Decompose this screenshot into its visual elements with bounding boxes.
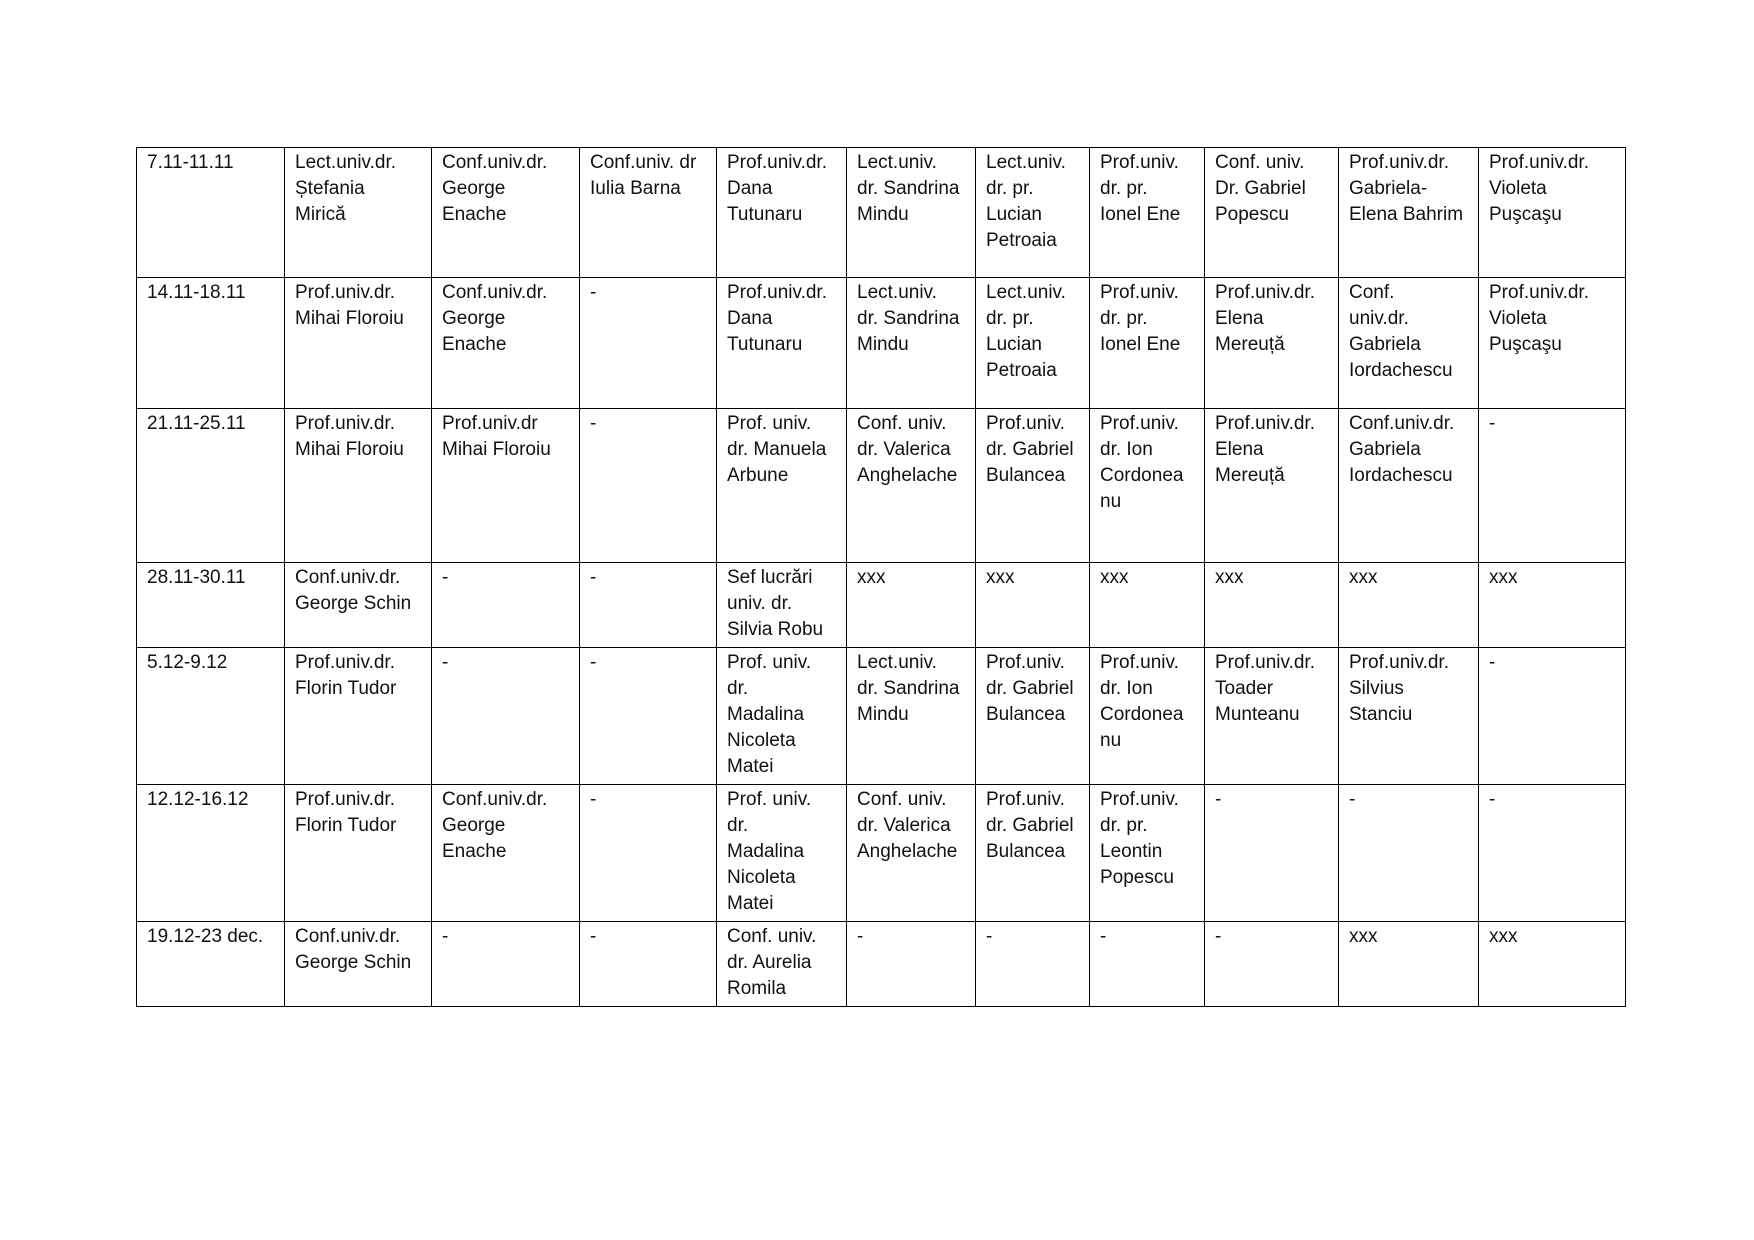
table-cell: -	[1205, 785, 1339, 922]
schedule-table	[136, 147, 1626, 1007]
table-cell: Prof.univ.dr. Mihai Floroiu	[285, 409, 432, 563]
table-cell: Prof.univ.dr. Elena Mereuță	[1205, 278, 1339, 409]
table-cell: Prof.univ. dr. pr. Leontin Popescu	[1090, 785, 1205, 922]
table-cell: Prof.univ.dr. Silvius Stanciu	[1339, 648, 1479, 785]
table-row	[137, 563, 1626, 648]
table-cell: xxx	[1479, 922, 1626, 1007]
table-cell: Prof.univ.dr. Dana Tutunaru	[717, 278, 847, 409]
table-cell: -	[580, 648, 717, 785]
table-cell: Lect.univ. dr. Sandrina Mindu	[847, 648, 976, 785]
table-cell: Prof.univ. dr. Gabriel Bulancea	[976, 785, 1090, 922]
table-cell: Conf. univ.dr. Gabriela Iordachescu	[1339, 278, 1479, 409]
table-cell: Prof. univ. dr. Madalina Nicoleta Matei	[717, 648, 847, 785]
table-cell: Prof.univ.dr. Gabriela- Elena Bahrim	[1339, 148, 1479, 278]
table-row	[137, 278, 1626, 409]
table-cell: -	[432, 563, 580, 648]
table-cell: Prof. univ. dr. Madalina Nicoleta Matei	[717, 785, 847, 922]
table-cell: Prof.univ.dr. Toader Munteanu	[1205, 648, 1339, 785]
table-cell: Prof.univ.dr. Dana Tutunaru	[717, 148, 847, 278]
table-cell: Prof.univ. dr. Gabriel Bulancea	[976, 409, 1090, 563]
week-cell: 5.12-9.12	[137, 648, 285, 785]
table-cell: Prof.univ. dr. Ion Cordonea nu	[1090, 409, 1205, 563]
table-cell: -	[432, 922, 580, 1007]
table-cell: Lect.univ. dr. Sandrina Mindu	[847, 278, 976, 409]
table-cell: -	[1090, 922, 1205, 1007]
table-row	[137, 409, 1626, 563]
week-cell: 12.12-16.12	[137, 785, 285, 922]
table-cell: Prof.univ. dr. pr. Ionel Ene	[1090, 148, 1205, 278]
table-cell: -	[580, 409, 717, 563]
table-row	[137, 922, 1626, 1007]
table-cell: Lect.univ. dr. pr. Lucian Petroaia	[976, 278, 1090, 409]
table-cell: Conf.univ. dr Iulia Barna	[580, 148, 717, 278]
table-cell: Conf.univ.dr. George Schin	[285, 922, 432, 1007]
table-cell: -	[432, 648, 580, 785]
table-cell: -	[580, 278, 717, 409]
table-cell: -	[580, 922, 717, 1007]
week-cell: 7.11-11.11	[137, 148, 285, 278]
table-cell: Conf.univ.dr. George Enache	[432, 278, 580, 409]
table-cell: Conf. univ. Dr. Gabriel Popescu	[1205, 148, 1339, 278]
table-cell: Prof.univ.dr. Florin Tudor	[285, 785, 432, 922]
table-row	[137, 148, 1626, 278]
table-cell: -	[580, 563, 717, 648]
table-cell: Conf.univ.dr. George Schin	[285, 563, 432, 648]
table-cell: Prof.univ.dr Mihai Floroiu	[432, 409, 580, 563]
table-cell: Conf.univ.dr. George Enache	[432, 785, 580, 922]
table-cell: Conf.univ.dr. Gabriela Iordachescu	[1339, 409, 1479, 563]
table-row	[137, 785, 1626, 922]
table-cell: -	[976, 922, 1090, 1007]
week-cell: 14.11-18.11	[137, 278, 285, 409]
table-cell: -	[1479, 648, 1626, 785]
table-cell: Prof.univ.dr. Elena Mereuță	[1205, 409, 1339, 563]
table-cell: Prof. univ. dr. Manuela Arbune	[717, 409, 847, 563]
table-cell: Lect.univ. dr. Sandrina Mindu	[847, 148, 976, 278]
table-row	[137, 648, 1626, 785]
table-cell: -	[580, 785, 717, 922]
table-cell: Conf. univ. dr. Aurelia Romila	[717, 922, 847, 1007]
table-cell: -	[1479, 409, 1626, 563]
table-cell: Lect.univ. dr. pr. Lucian Petroaia	[976, 148, 1090, 278]
table-cell: Prof.univ.dr. Mihai Floroiu	[285, 278, 432, 409]
week-cell: 28.11-30.11	[137, 563, 285, 648]
table-cell: Prof.univ.dr. Violeta Puşcaşu	[1479, 148, 1626, 278]
table-cell: Conf. univ. dr. Valerica Anghelache	[847, 785, 976, 922]
table-cell: Prof.univ.dr. Violeta Puşcaşu	[1479, 278, 1626, 409]
table-cell: -	[1339, 785, 1479, 922]
table-cell: xxx	[1339, 563, 1479, 648]
week-cell: 19.12-23 dec.	[137, 922, 285, 1007]
table-cell: xxx	[976, 563, 1090, 648]
table-cell: Prof.univ.dr. Florin Tudor	[285, 648, 432, 785]
table-cell: xxx	[1090, 563, 1205, 648]
week-cell: 21.11-25.11	[137, 409, 285, 563]
table-cell: xxx	[847, 563, 976, 648]
table-cell: -	[847, 922, 976, 1007]
table-cell: Conf.univ.dr. George Enache	[432, 148, 580, 278]
table-cell: Prof.univ. dr. pr. Ionel Ene	[1090, 278, 1205, 409]
table-cell: Prof.univ. dr. Gabriel Bulancea	[976, 648, 1090, 785]
table-cell: Prof.univ. dr. Ion Cordonea nu	[1090, 648, 1205, 785]
table-cell: -	[1205, 922, 1339, 1007]
table-cell: -	[1479, 785, 1626, 922]
table-cell: Sef lucrări univ. dr. Silvia Robu	[717, 563, 847, 648]
table-cell: Lect.univ.dr. Ștefania Mirică	[285, 148, 432, 278]
table-cell: xxx	[1205, 563, 1339, 648]
table-cell: Conf. univ. dr. Valerica Anghelache	[847, 409, 976, 563]
table-cell: xxx	[1339, 922, 1479, 1007]
table-cell: xxx	[1479, 563, 1626, 648]
